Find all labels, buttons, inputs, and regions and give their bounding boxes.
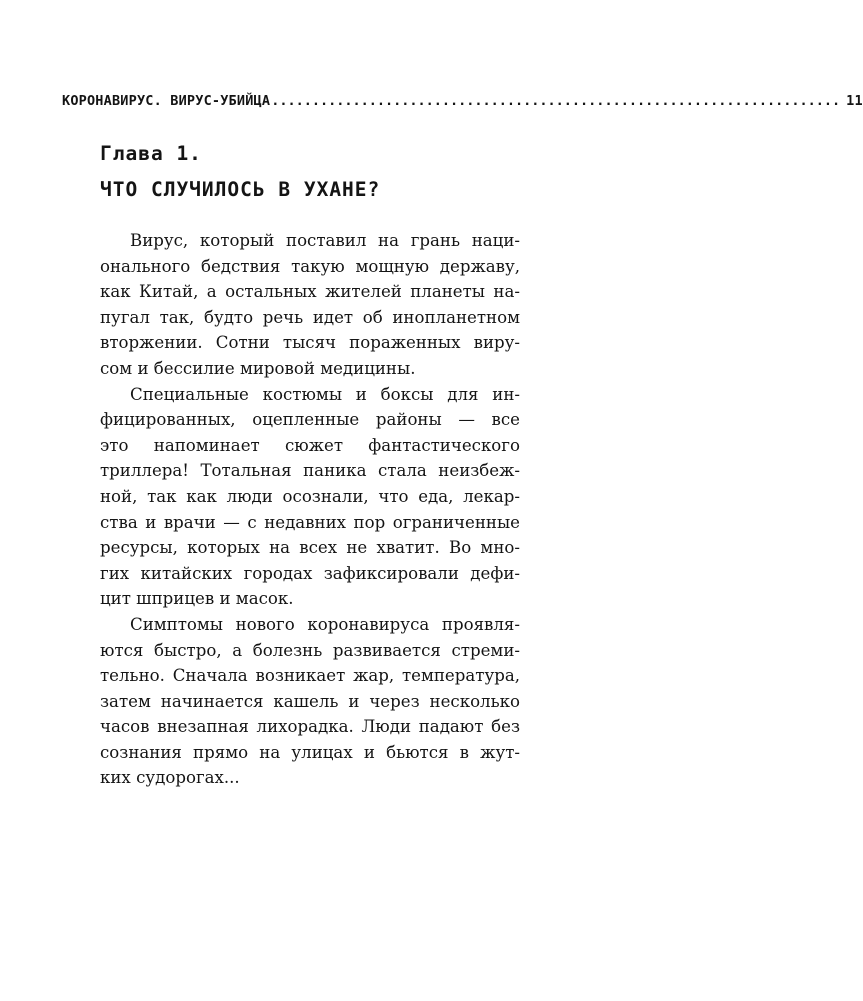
paragraph-3 <box>100 612 520 791</box>
text-line: Специальные костюмы и боксы для ин- <box>130 384 520 404</box>
chapter-label: Глава 1. <box>100 142 202 165</box>
paragraph-2 <box>100 382 520 612</box>
running-head <box>62 93 863 109</box>
text-line: ких судорогах... <box>100 768 240 788</box>
paragraph-1 <box>100 228 520 382</box>
running-head-leader-dots: ...................................................................... <box>271 93 841 109</box>
text-line: гих китайских городах зафиксировали дефи- <box>100 563 520 583</box>
text-line: сознания прямо на улицах и бьются в жут- <box>100 742 520 762</box>
running-head-title: КОРОНАВИРУС. ВИРУС-УБИЙЦА <box>62 93 271 109</box>
text-line: ресурсы, которых на всех не хватит. Во мно- <box>100 538 520 558</box>
text-line: фицированных, оцепленные районы — все <box>100 410 520 430</box>
text-line: сом и бессилие мировой медицины. <box>100 358 416 378</box>
text-line: ства и врачи — с недавних пор ограниченные <box>100 512 520 532</box>
text-line: Симптомы нового коронавируса проявля- <box>130 614 520 634</box>
text-line: затем начинается кашель и через несколько <box>100 691 520 711</box>
text-line: цит шприцев и масок. <box>100 589 294 609</box>
chapter-title: ЧТО СЛУЧИЛОСЬ В УХАНЕ? <box>100 178 381 201</box>
text-line: это напоминает сюжет фантастического <box>100 435 520 455</box>
text-line: онального бедствия такую мощную державу, <box>100 256 520 276</box>
text-line: Вирус, который поставил на грань наци- <box>130 231 520 250</box>
text-line: как Китай, а остальных жителей планеты на- <box>100 282 520 302</box>
text-line: тельно. Сначала возникает жар, температура, <box>100 666 520 686</box>
body-text <box>100 228 520 791</box>
text-line: триллера! Тотальная паника стала неизбеж- <box>100 461 520 481</box>
text-line: часов внезапная лихорадка. Люди падают без <box>100 717 520 737</box>
text-line: ются быстро, а болезнь развивается стреми- <box>100 640 520 660</box>
text-line: ной, так как люди осознали, что еда, лекар- <box>100 486 520 506</box>
page-number: 11 <box>846 93 863 109</box>
text-line: пугал так, будто речь идет об инопланетном <box>100 307 520 327</box>
text-line: вторжении. Сотни тысяч пораженных виру- <box>100 333 520 353</box>
